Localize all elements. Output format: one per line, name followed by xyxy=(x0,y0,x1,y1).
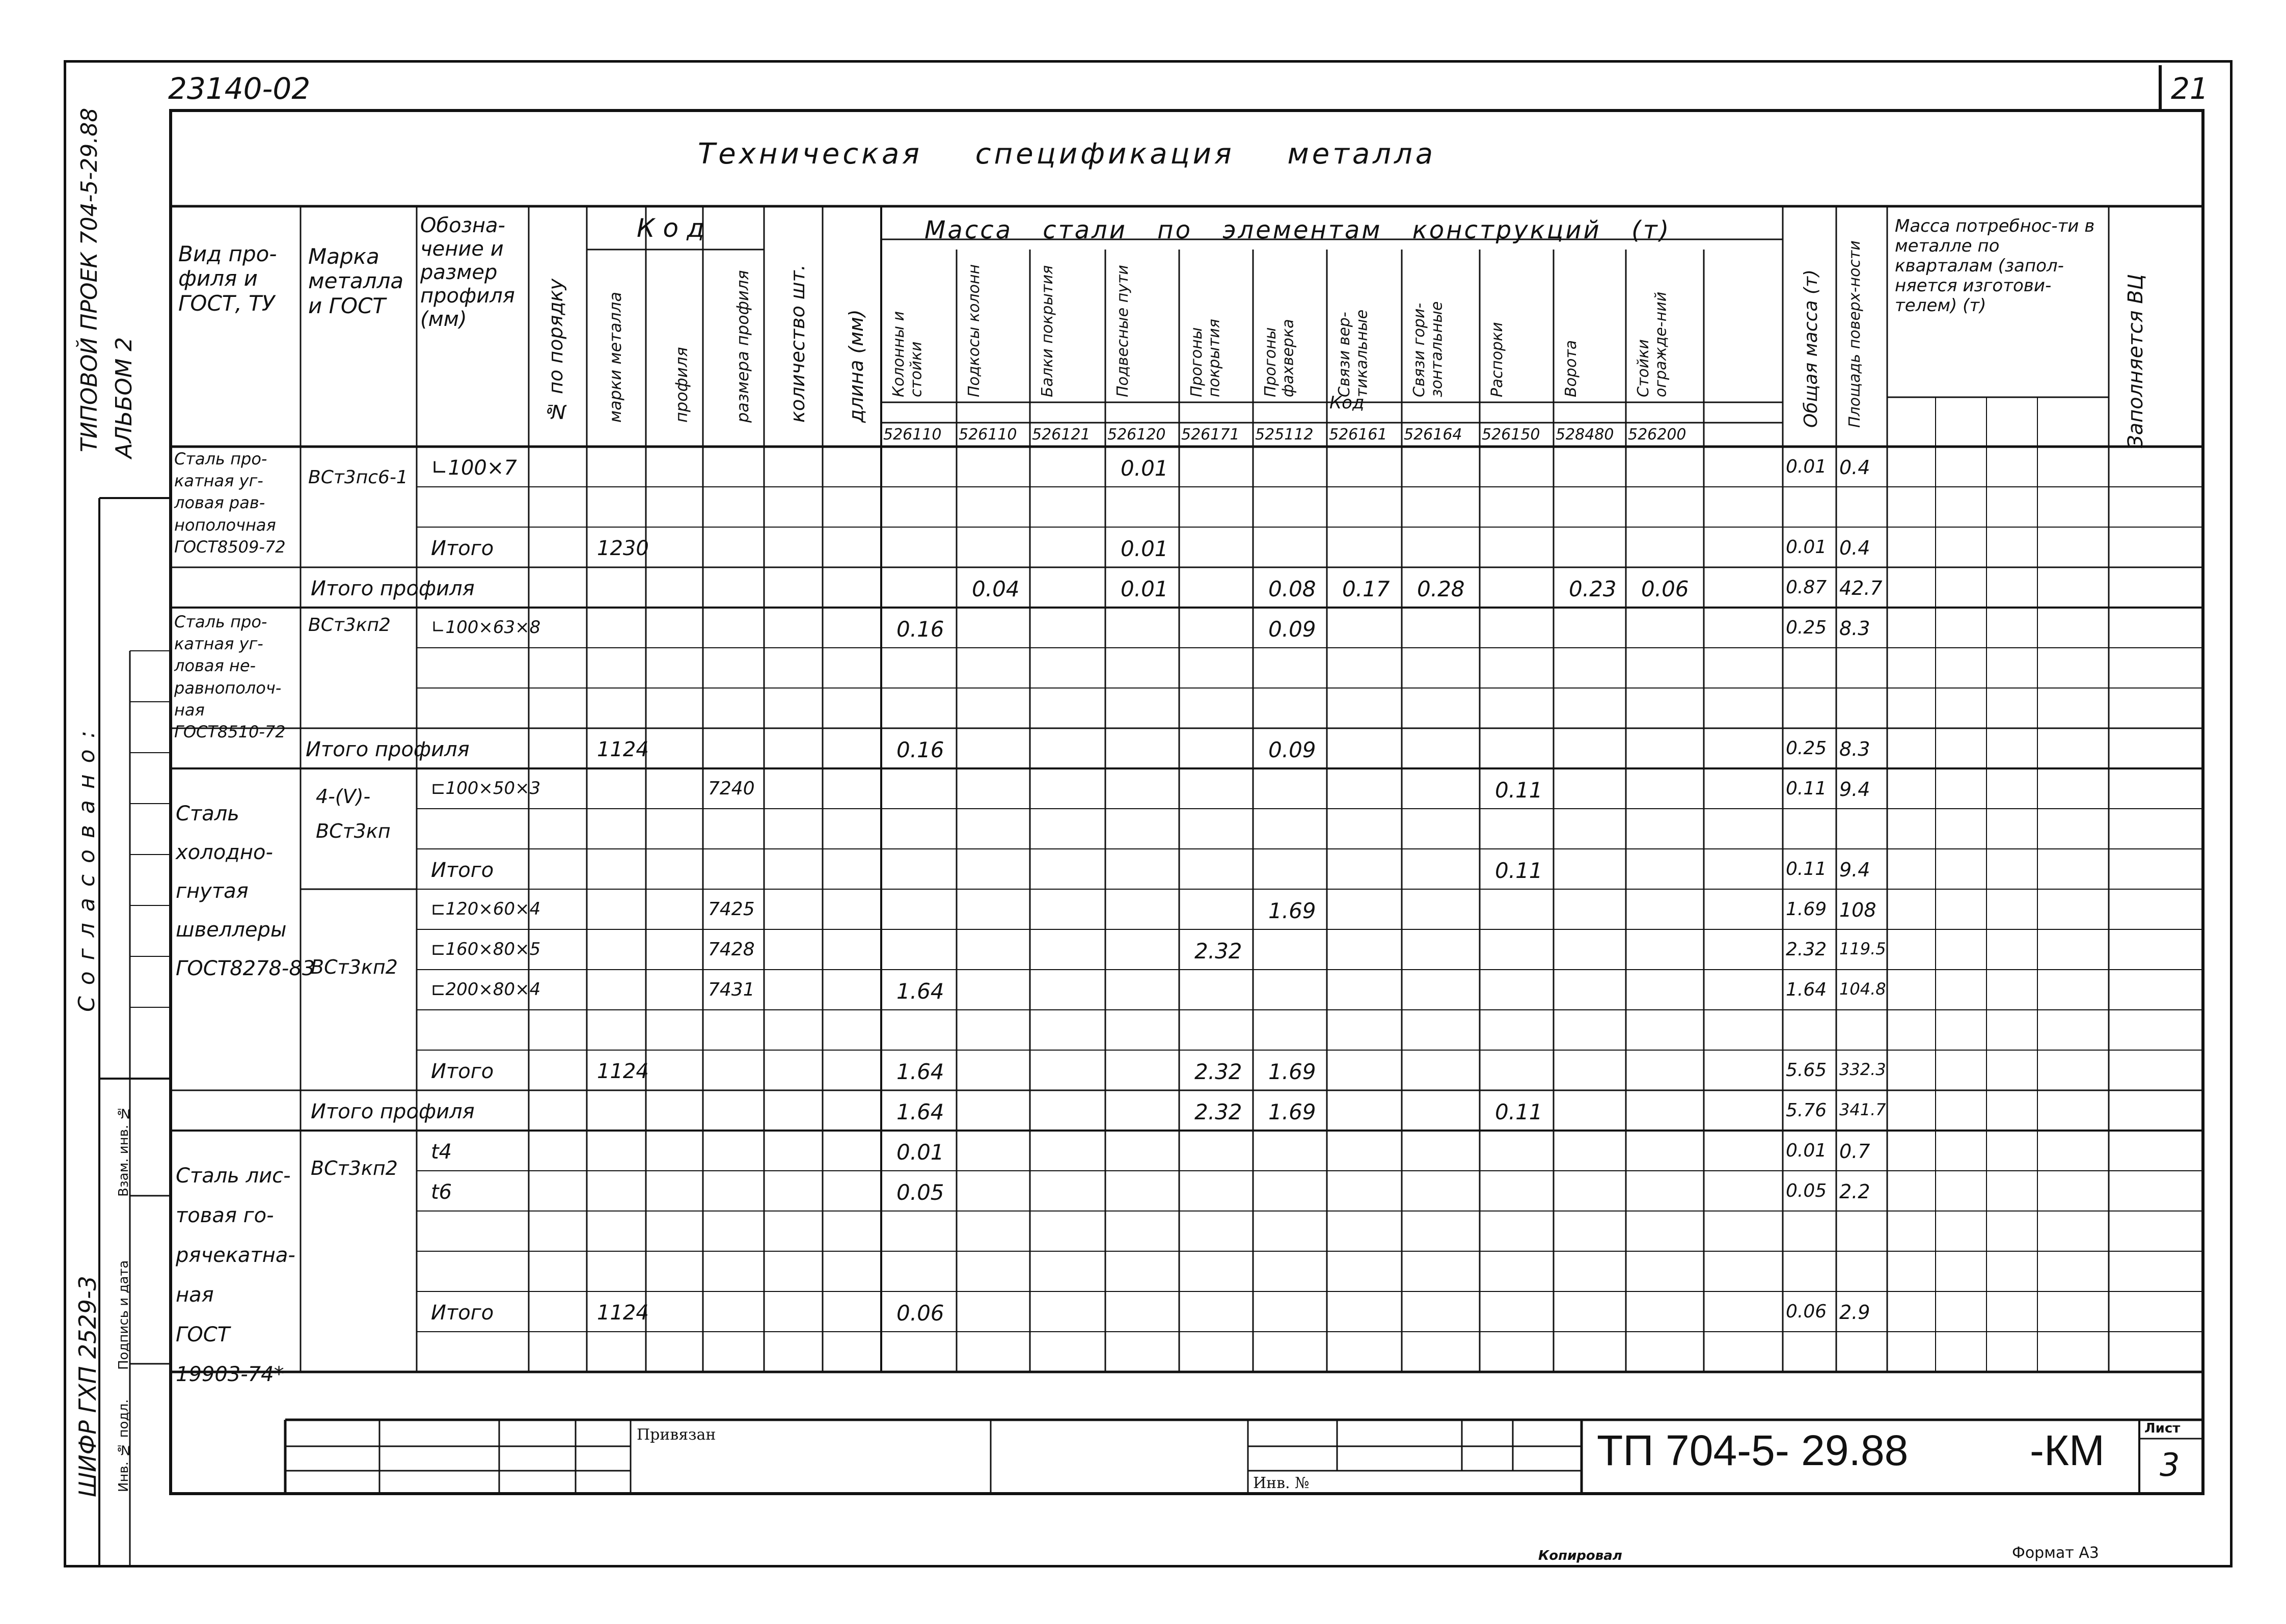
row-designation: Итого xyxy=(431,537,494,560)
row-total-mass: 0.25 xyxy=(1786,617,1827,638)
hdr-element-code: 526171 xyxy=(1181,426,1240,444)
hdr-element: Прогоны фахверка xyxy=(1262,319,1297,397)
doc-number: 23140-02 xyxy=(168,71,311,106)
row-mass-value: 0.17 xyxy=(1342,576,1390,601)
row-mass-value: 2.32 xyxy=(1194,1059,1242,1084)
row-total-mass: 5.65 xyxy=(1786,1060,1827,1081)
row-designation: Итого xyxy=(431,1060,494,1083)
row-mass-value: 0.01 xyxy=(1121,576,1168,601)
row-area: 9.4 xyxy=(1839,778,1870,801)
row-mass-value: 1.64 xyxy=(896,979,944,1004)
hdr-code-size: размера профиля xyxy=(733,270,752,423)
row-mass-value: 0.06 xyxy=(1641,576,1689,601)
row-designation: ∟100×7 xyxy=(431,456,517,480)
row-mass-value: 0.05 xyxy=(896,1180,944,1205)
row-mass-value: 1.64 xyxy=(896,1059,944,1084)
row-total-label: Итого профиля xyxy=(311,577,475,600)
row-mass-value: 0.11 xyxy=(1495,858,1543,883)
hdr-length: длина (мм) xyxy=(845,309,867,423)
row-designation: ⊏100×50×3 xyxy=(431,778,541,799)
row-mass-value: 0.06 xyxy=(896,1301,944,1326)
hdr-need: Масса потребнос-ти в металле по кварталам (запол-няется изготови-телем) (т) xyxy=(1895,216,2095,316)
block3-grade: 4-(V)- ВСт3кп xyxy=(316,785,391,843)
hdr-element: Колонны и стойки xyxy=(890,311,926,397)
row-designation: Итого xyxy=(431,1301,494,1325)
row-mass-value: 0.08 xyxy=(1268,576,1316,601)
row-total-mass: 0.05 xyxy=(1786,1180,1827,1201)
row-size-code: 7428 xyxy=(708,939,755,960)
hdr-element: Распорки xyxy=(1488,322,1506,397)
hdr-element-code: 526161 xyxy=(1329,426,1387,444)
row-area: 2.2 xyxy=(1839,1180,1870,1203)
hdr-area: Площадь поверх-ности xyxy=(1846,240,1864,428)
side-sign-date: Подпись и дата xyxy=(116,1260,131,1370)
hdr-element-code: 525112 xyxy=(1255,426,1314,444)
page-title: Техническая спецификация металла xyxy=(698,137,1436,171)
row-grade-code: 1124 xyxy=(597,1060,649,1083)
row-designation: ⊏160×80×5 xyxy=(431,939,541,959)
row-total-mass: 0.06 xyxy=(1786,1301,1827,1322)
row-total-mass: 0.25 xyxy=(1786,738,1827,759)
side-inv-orig: Инв. № подл. xyxy=(116,1399,131,1492)
side-inv-repl: Взам. инв. № xyxy=(116,1105,131,1197)
block2-grade: ВСт3кп2 xyxy=(308,615,391,636)
row-total-mass: 0.01 xyxy=(1786,1140,1827,1161)
row-total-label: Итого профиля xyxy=(311,1100,475,1123)
hdr-code: Код xyxy=(637,213,713,243)
row-total-mass: 5.76 xyxy=(1786,1100,1827,1121)
row-mass-value: 1.64 xyxy=(896,1099,944,1124)
row-mass-value: 0.11 xyxy=(1495,1099,1543,1124)
stamp-suffix: -КМ xyxy=(2030,1426,2105,1474)
hdr-element: Подкосы колонн xyxy=(965,264,983,397)
hdr-element-code: 528480 xyxy=(1556,426,1614,444)
hdr-total-mass: Общая масса (т) xyxy=(1801,269,1821,428)
row-area: 8.3 xyxy=(1839,738,1870,760)
hdr-element: Подвесные пути xyxy=(1114,265,1132,397)
hdr-code-profile: профиля xyxy=(672,347,691,423)
row-mass-value: 0.09 xyxy=(1268,737,1316,762)
row-total-mass: 0.01 xyxy=(1786,456,1827,477)
row-mass-value: 0.23 xyxy=(1569,576,1617,601)
block1-profile: Сталь про- катная уг- ловая рав- нополочная ГОСТ8509-72 xyxy=(174,449,286,557)
hdr-element: Связи вер-тикальные xyxy=(1336,309,1371,397)
block3-grade2: ВСт3кп2 xyxy=(311,956,398,978)
hdr-element-code: 526110 xyxy=(959,426,1017,444)
row-designation: ∟100×63×8 xyxy=(431,617,541,638)
row-designation: ⊏200×80×4 xyxy=(431,979,541,1000)
row-designation: t4 xyxy=(431,1140,452,1164)
row-mass-value: 0.01 xyxy=(1121,456,1168,481)
block4-profile: Сталь лис- товая го- рячекатна- ная ГОСТ 19903-74* xyxy=(176,1164,295,1386)
row-grade-code: 1124 xyxy=(597,738,649,761)
hdr-mass-group: Масса стали по элементам конструкций (т) xyxy=(924,216,1671,244)
hdr-element: Балки покрытия xyxy=(1039,265,1056,397)
row-total-mass: 1.69 xyxy=(1786,899,1827,920)
row-area: 108 xyxy=(1839,899,1876,921)
block1-grade: ВСт3пс6-1 xyxy=(308,467,408,488)
stamp-tied: Привязан xyxy=(637,1426,716,1444)
row-mass-value: 2.32 xyxy=(1194,939,1242,964)
hdr-element: Стойки огражде-ний xyxy=(1635,291,1670,397)
hdr-order: № по порядку xyxy=(545,278,567,423)
row-total-mass: 2.32 xyxy=(1786,939,1827,960)
block2-profile: Сталь про- катная уг- ловая не- равнополоч- ная ГОСТ8510-72 xyxy=(174,612,286,741)
row-area: 42.7 xyxy=(1839,577,1883,599)
row-mass-value: 0.16 xyxy=(896,617,944,642)
row-size-code: 7431 xyxy=(708,979,755,1000)
row-mass-value: 0.04 xyxy=(972,576,1020,601)
side-agreed: Согласовано: xyxy=(74,719,100,1012)
block3-profile: Сталь холодно- гнутая швеллеры ГОСТ8278-83 xyxy=(176,802,315,980)
row-mass-value: 0.11 xyxy=(1495,778,1543,803)
hdr-sub-code: Код xyxy=(1329,393,1365,413)
hdr-element-code: 526120 xyxy=(1107,426,1166,444)
row-grade-code: 1230 xyxy=(597,537,649,560)
row-area: 8.3 xyxy=(1839,617,1870,640)
row-designation: t6 xyxy=(431,1180,452,1204)
row-area: 0.4 xyxy=(1839,537,1870,559)
row-mass-value: 2.32 xyxy=(1194,1099,1242,1124)
stamp-sheet-label: Лист xyxy=(2144,1421,2181,1436)
sheet-corner-number: 21 xyxy=(2171,71,2209,106)
row-area: 9.4 xyxy=(1839,859,1870,881)
hdr-grade: Марка металла и ГОСТ xyxy=(308,244,404,318)
row-area: 0.7 xyxy=(1839,1140,1870,1163)
row-total-mass: 0.01 xyxy=(1786,537,1827,558)
hdr-filled: Заполняется ВЦ xyxy=(2124,274,2147,448)
row-total-mass: 0.11 xyxy=(1786,778,1827,799)
hdr-element-code: 526110 xyxy=(883,426,942,444)
stamp-sheet: 3 xyxy=(2160,1446,2180,1483)
row-size-code: 7425 xyxy=(708,899,755,920)
row-mass-value: 1.69 xyxy=(1268,1059,1316,1084)
row-designation: Итого xyxy=(431,859,494,882)
row-mass-value: 0.01 xyxy=(1121,536,1168,561)
hdr-qty: количество шт. xyxy=(786,264,809,423)
hdr-code-grade: марки металла xyxy=(606,292,625,423)
row-designation: ⊏120×60×4 xyxy=(431,899,541,919)
row-mass-value: 0.09 xyxy=(1268,617,1316,642)
hdr-element: Прогоны покрытия xyxy=(1188,319,1223,397)
row-mass-value: 0.01 xyxy=(896,1140,944,1165)
footer-copied: Копировал xyxy=(1538,1548,1622,1563)
hdr-designation: Обозна- чение и размер профиля (мм) xyxy=(420,214,515,331)
row-mass-value: 0.16 xyxy=(896,737,944,762)
row-area: 332.3 xyxy=(1839,1060,1886,1079)
hdr-profile: Вид про- филя и ГОСТ, ТУ xyxy=(178,241,277,316)
hdr-element-code: 526200 xyxy=(1628,426,1686,444)
row-mass-value: 0.28 xyxy=(1417,576,1465,601)
hdr-element: Ворота xyxy=(1562,340,1580,397)
side-cipher: ШИФР ГХП 2529-3 xyxy=(74,1276,101,1497)
row-area: 104.8 xyxy=(1839,979,1886,999)
stamp-inv: Инв. № xyxy=(1253,1474,1310,1492)
row-grade-code: 1124 xyxy=(597,1301,649,1325)
hdr-element-code: 526150 xyxy=(1482,426,1540,444)
side-album: АЛЬБОМ 2 xyxy=(111,337,137,458)
hdr-element-code: 526164 xyxy=(1404,426,1462,444)
row-area: 119.5 xyxy=(1839,939,1886,958)
row-area: 341.7 xyxy=(1839,1100,1886,1119)
row-size-code: 7240 xyxy=(708,778,755,799)
row-area: 0.4 xyxy=(1839,456,1870,479)
row-mass-value: 1.69 xyxy=(1268,898,1316,923)
stamp-code: ТП 704-5- 29.88 xyxy=(1597,1426,1909,1474)
footer-format: Формат А3 xyxy=(2012,1544,2099,1562)
row-total-label: Итого профиля xyxy=(306,738,470,761)
hdr-element: Связи гори-зонтальные xyxy=(1410,301,1446,397)
block4-grade: ВСт3кп2 xyxy=(311,1157,398,1179)
row-area: 2.9 xyxy=(1839,1301,1870,1324)
row-total-mass: 1.64 xyxy=(1786,979,1827,1000)
row-total-mass: 0.11 xyxy=(1786,859,1827,879)
row-mass-value: 1.69 xyxy=(1268,1099,1316,1124)
row-total-mass: 0.87 xyxy=(1786,577,1827,598)
hdr-element-code: 526121 xyxy=(1032,426,1091,444)
side-project: ТИПОВОЙ ПРОЕК 704-5-29.88 xyxy=(76,107,102,453)
